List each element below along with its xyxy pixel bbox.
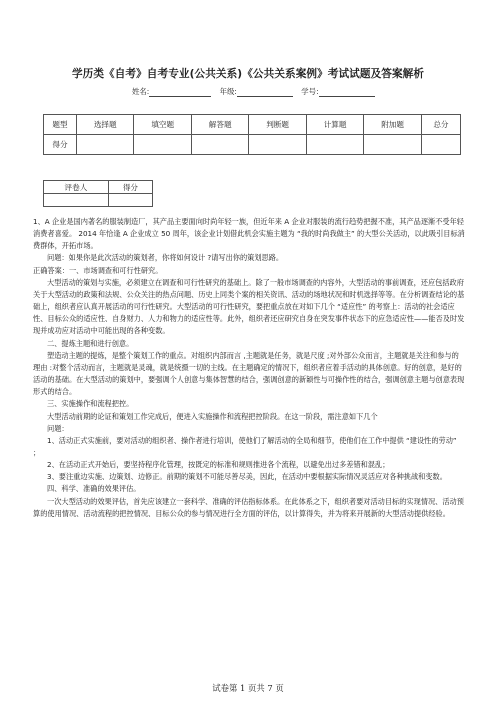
- score-cell[interactable]: [421, 135, 460, 155]
- grade-blank[interactable]: [237, 88, 293, 97]
- score-cell[interactable]: [77, 135, 134, 155]
- answer-paragraph: 塑造动主题的提炼，是整个策划工作的重点。对组织内部而言 ,主题就是任务，就是尺度 ;对外部公众而言，主题就是关注和参与的理由 :对整个活动而言，主题就是灵魂，就是统摄一切的主线。在主题确定的情况下，组织者应着手活动的具体创意。好的创意，是好的活动的基础。在大型活动的策划中，要强调个人创意与集体智慧的结合，强调创意的新颖性与可操作性的结合，强调创意主题与创意表现形式的结合。: [33, 350, 465, 397]
- answer-paragraph: 问题：: [47, 423, 69, 433]
- answer-paragraph: 一次大型活动的效果评估，首先应该建立一套科学、准确的评估指标体系。在此体系之下，组织者要对活动目标的实现情况、活动预算的使用情况、活动流程的把控情况、目标公众的参与情况进行全方面的评估，以计算得失，并为将来开展新的大型活动提供经验。: [33, 496, 464, 518]
- answer-list-item: 3、要注重边实施、边策划、边修正。前期的策划不可能尽善尽美，因此，在活动中要根据实际情况灵活应对各种挑战和变数。: [47, 472, 447, 482]
- score-cell[interactable]: [191, 135, 248, 155]
- score-table-score-row: [44, 135, 461, 155]
- grader-input-row: [44, 194, 153, 207]
- score-header-cell: 附加题: [364, 115, 421, 135]
- grader-header-cell: 评卷人: [44, 181, 109, 194]
- question-prompt: 问题：如果你是此次活动的策划者，你将如何设计 ?请写出你的策划思路。: [47, 253, 284, 263]
- grader-header-cell: 得分: [108, 181, 152, 194]
- answer-list-item: 2、在活动正式开始后，要坚持程序化管理，按既定的标准和规则推进各个流程，以避免出过多差错和混乱；: [47, 460, 390, 470]
- answer-paragraph: 大型活动的策划与实施，必须建立在调查和可行性研究的基础上。除了一般市场调查的内容外，大型活动的事前调查，还应包括政府关于大型活动的政策和法规、公众关注的热点问题、历史上同类个案的相关资讯、活动的场地状况和时机选择等等。在分析调查结论的基础上，组织者应认真开展活动的可行性研究。大型活动的可行性研究，要把重点放在对如下几个 “适应性” 的考察上：活动的社会适应性、目标公众的适应性、自身财力、人力和物力的适应性等。此外，组织者还应研究自身在突发事件状态下的应急适应性——能否及时发现并成功应对活动中可能出现的各种变数。: [33, 277, 465, 336]
- score-header-cell: 题型: [44, 115, 77, 135]
- name-blank[interactable]: [149, 88, 211, 97]
- score-header-cell: 计算题: [306, 115, 363, 135]
- answer-heading: 正确答案：一、市场调查和可行性研究。: [33, 265, 163, 275]
- score-cell[interactable]: [306, 135, 363, 155]
- page-footer: 试卷第 1 页共 7 页: [212, 683, 284, 693]
- page-title: 学历类《自考》自考专业(公共关系)《公共关系案例》考试试题及答案解析: [71, 68, 425, 80]
- question-text: 1、A 企业是国内著名的服装制造厂，其产品主要面向时尚年轻一族，但近年来 A 企业对服装的流行趋势把握不准，其产品逐渐不受年轻消费者喜爱。 2014 年恰逢 A 企业成立 50 周年，该企业计划借此机会实施主题为 “我的时尚我做主” 的大型公关活动，以此吸引目标消费群体，开拓市场。: [33, 217, 465, 251]
- answer-paragraph: 大型活动前期的论证和策划工作完成后，便进入实施操作和流程把控阶段。在这一阶段，需注意如下几个: [47, 411, 378, 421]
- answer-section-heading: 四、科学、准确的效果评估。: [47, 484, 141, 494]
- score-table: [43, 114, 461, 155]
- student-info-line: [132, 86, 375, 97]
- score-header-cell: 判断题: [249, 115, 306, 135]
- score-cell[interactable]: [249, 135, 306, 155]
- score-header-cell: 解答题: [191, 115, 248, 135]
- answer-list-item: 1、活动正式实施前，要对活动的组织者、操作者进行培训，使他们了解活动的全局和细节，使他们在工作中提供 “建设性的劳动” ；: [33, 435, 457, 457]
- id-label: 学号:: [301, 87, 319, 96]
- score-header-cell: 选择题: [77, 115, 134, 135]
- score-row-label: 得分: [44, 135, 77, 155]
- grader-cell[interactable]: [44, 194, 109, 207]
- score-header-cell: 总分: [421, 115, 460, 135]
- score-cell[interactable]: [134, 135, 191, 155]
- grader-cell[interactable]: [108, 194, 152, 207]
- answer-section-heading: 三、实施操作和流程把控。: [47, 399, 134, 409]
- score-table-header-row: [44, 115, 461, 135]
- grader-table: [43, 180, 153, 207]
- score-header-cell: 填空题: [134, 115, 191, 135]
- grade-label: 年级:: [219, 87, 237, 96]
- score-cell[interactable]: [364, 135, 421, 155]
- name-label: 姓名:: [132, 87, 150, 96]
- grader-header-row: [44, 181, 153, 194]
- id-blank[interactable]: [319, 88, 375, 97]
- question-content: [33, 216, 465, 520]
- answer-section-heading: 二、提炼主题和进行创意。: [47, 338, 134, 348]
